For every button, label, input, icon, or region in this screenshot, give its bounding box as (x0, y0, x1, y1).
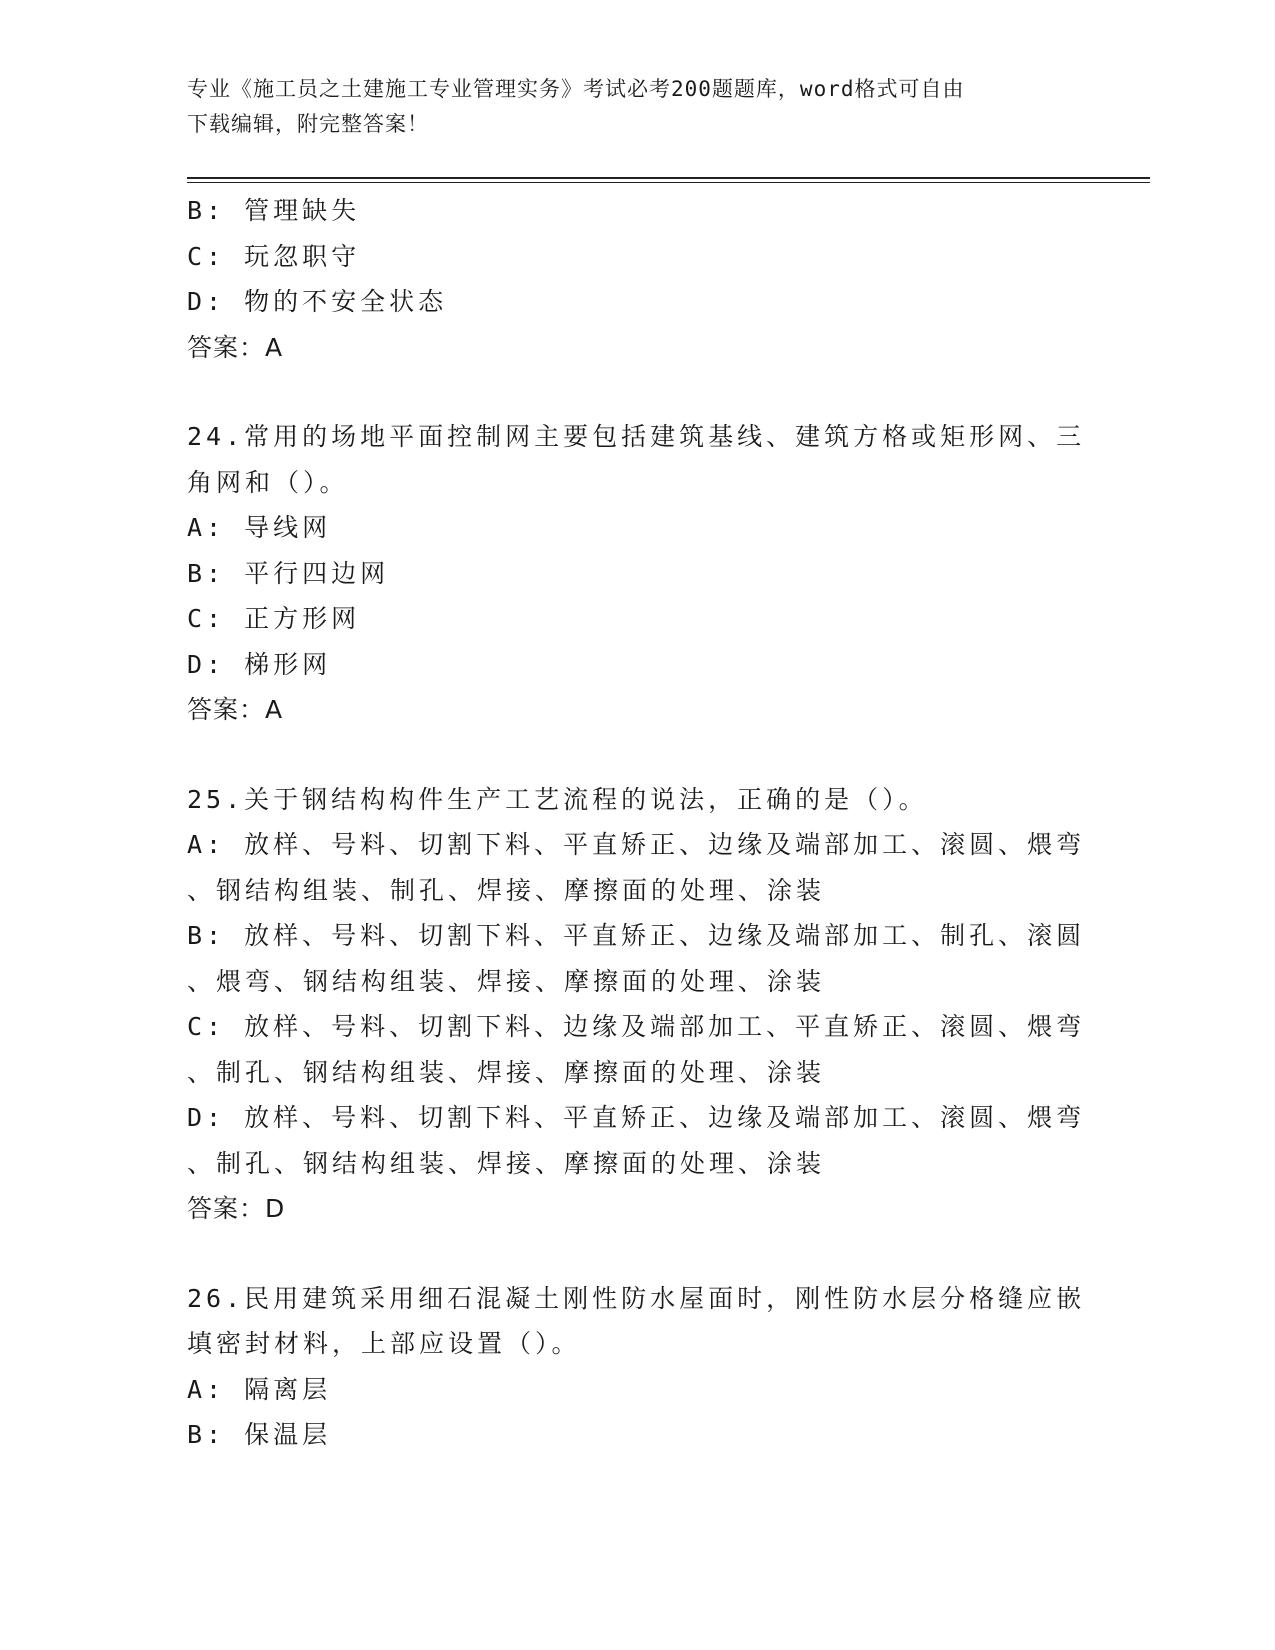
header-divider-thick (187, 177, 1150, 179)
question-25 (187, 777, 1087, 1232)
option-c: C: 正方形网 (187, 604, 361, 633)
option-d-continued: 、制孔、钢结构组装、焊接、摩擦面的处理、涂装 (187, 1148, 826, 1178)
question-24 (187, 414, 1087, 733)
question-23-tail (187, 188, 1087, 370)
option-b-continued: 、煨弯、钢结构组装、焊接、摩擦面的处理、涂装 (187, 966, 826, 996)
option-a: A: 隔离层 (187, 1374, 332, 1404)
option-a: A: 放样、号料、切割下料、平直矫正、边缘及端部加工、滚圆、煨弯 (187, 830, 1086, 859)
question-stem: 25.关于钢结构构件生产工艺流程的说法，正确的是（）。 (187, 784, 928, 814)
question-list (187, 188, 1087, 1458)
document-header (187, 72, 1067, 142)
option-b: B: 平行四边网 (187, 558, 390, 588)
question-stem: 26.民用建筑采用细石混凝土刚性防水屋面时，刚性防水层分格缝应嵌 (187, 1283, 1086, 1313)
option-d: D: 放样、号料、切割下料、平直矫正、边缘及端部加工、滚圆、煨弯 (187, 1103, 1086, 1132)
header-line-2: 下载编辑，附完整答案！ (187, 112, 429, 136)
header-line-1: 专业《施工员之土建施工专业管理实务》考试必考200题题库，word格式可自由 (187, 77, 965, 101)
question-stem: 24.常用的场地平面控制网主要包括建筑基线、建筑方格或矩形网、三 (187, 422, 1086, 451)
answer-line: 答案：A (187, 695, 284, 724)
header-divider-thin (187, 182, 1150, 183)
option-a-continued: 、钢结构组装、制孔、焊接、摩擦面的处理、涂装 (187, 875, 826, 905)
option-d: D: 梯形网 (187, 649, 332, 679)
option-b: B: 放样、号料、切割下料、平直矫正、边缘及端部加工、制孔、滚圆 (187, 921, 1086, 950)
option-b: B: 管理缺失 (187, 196, 361, 225)
option-b: B: 保温层 (187, 1420, 332, 1449)
option-c: C: 玩忽职守 (187, 241, 361, 271)
question-stem: 填密封材料，上部应设置（）。 (187, 1329, 581, 1358)
answer-line: 答案：D (187, 1194, 286, 1223)
option-c: C: 放样、号料、切割下料、边缘及端部加工、平直矫正、滚圆、煨弯 (187, 1012, 1086, 1041)
answer-line: 答案：A (187, 332, 284, 362)
option-c-continued: 、制孔、钢结构组装、焊接、摩擦面的处理、涂装 (187, 1057, 826, 1087)
question-26 (187, 1276, 1087, 1458)
option-d: D: 物的不安全状态 (187, 287, 448, 316)
option-a: A: 导线网 (187, 513, 332, 542)
question-stem: 角网和（）。 (187, 467, 349, 497)
